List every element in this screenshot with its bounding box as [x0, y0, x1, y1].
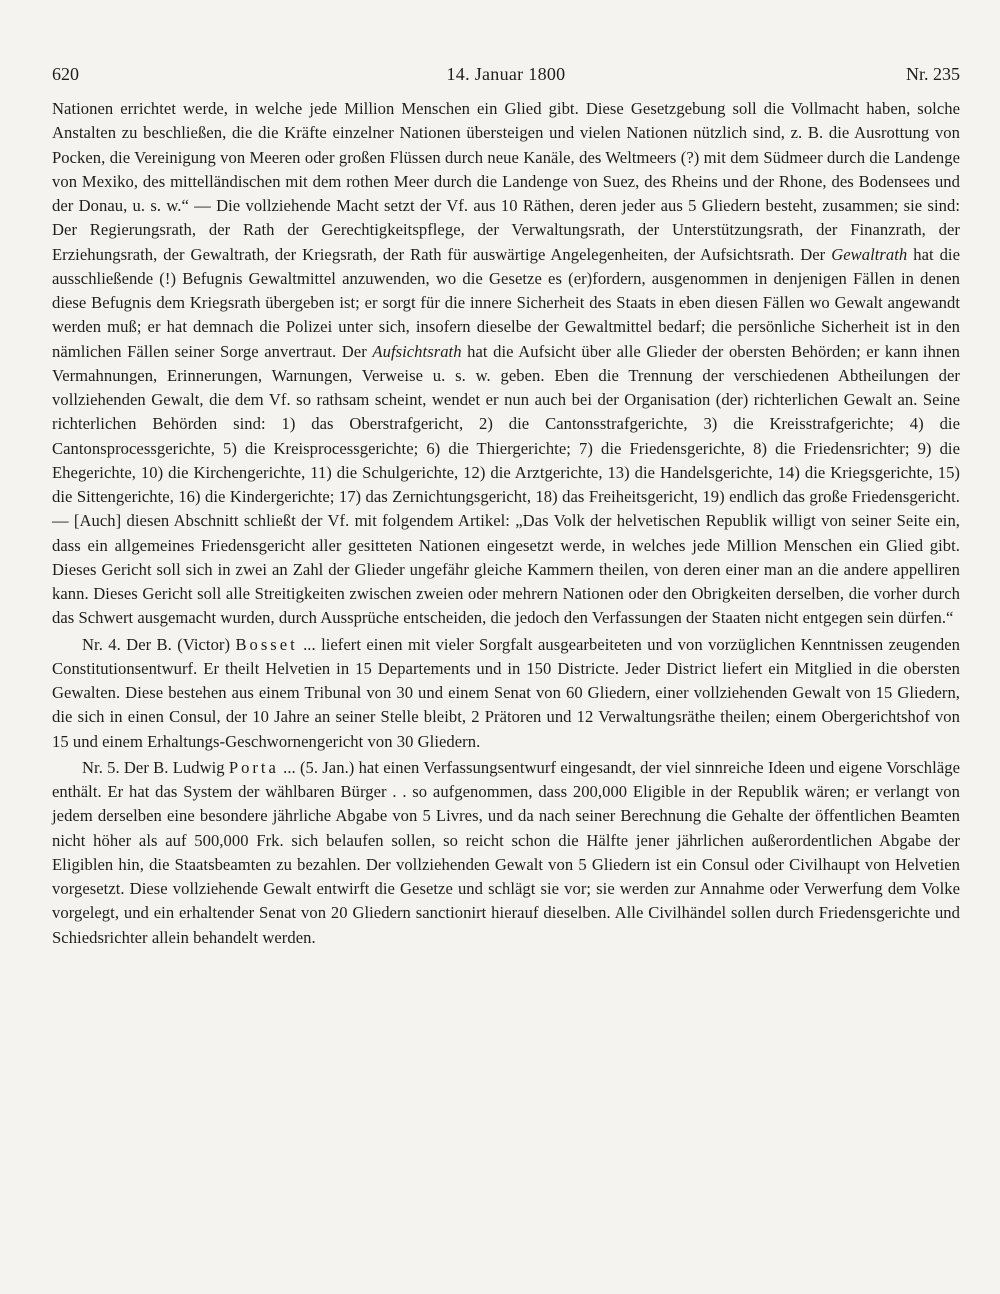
text-run: Nr. 5. Der B. Ludwig: [82, 757, 225, 777]
text-run: Nationen errichtet werde, in welche jede Million Menschen ein Glied gibt. Diese Gesetzgebung soll die Vollmacht haben, solche Anstalten zu beschließen, die die Kräfte einzelner Nationen übersteigen und vielen Nationen nützlich sind, z. B. die Ausrottung von Pocken, die Vereinigung von Meeren oder großen Flüssen durch neue Kanäle, des Weltmeers (?) mit dem Südmeer durch die Landenge von Mexiko, des mittelländischen mit dem rothen Meer durch die Landenge von Suez, des Rheins und der Rhone, des Bodensees und der Donau, u. s. w.“ — Die vollziehende Macht setzt der Vf. aus 10 Räthen, deren jeder aus 5 Gliedern besteht, zusammen; sie sind: Der Regierungsrath, der Rath der Gerechtigkeitspflege, der Verwaltungsrath, der Unterstützungsrath, der Finanzrath, der Erziehungsrath, der Gewaltrath, der Kriegsrath, der Rath für auswärtige Angelegenheiten, der Aufsichtsrath. Der: [52, 99, 960, 264]
text-run: ... liefert einen mit vieler Sorgfalt ausgearbeiteten und von vorzüglichen Kenntnissen zeugenden Constitutionsentwurf. Er theilt Helvetien in 15 Departements und in 150 Districte. Jeder District liefert ein Mitglied in die obersten Gewalten. Diese bestehen aus einem Tribunal von 30 und einem Senat von 60 Gliedern, einer vollziehenden Gewalt von 15 Gliedern, die sich in einen Consul, der 10 Jahre an seiner Stelle bleibt, 2 Prätoren und 12 Verwaltungsräthe theilen; einem Obergerichtshof von 15 und einem Erhaltungs-Geschwornengericht von 30 Gliedern.: [52, 634, 961, 751]
document-page: [52, 64, 960, 950]
italic-term-aufsichtsrath: Aufsichtsrath: [372, 341, 462, 361]
text-run: ... (5. Jan.) hat einen Verfassungsentwurf eingesandt, der viel sinnreiche Ideen und eigene Vorschläge enthält. Er hat das System der wählbaren Bürger . . so aufgenommen, dass 200,000 Eligible in der Republik wären; er verlangt von jedem derselben eine besondere jährliche Abgabe von 5 Livres, und da nach seiner Berechnung die Gehalte der öffentlichen Beamten nicht höher als auf 500,000 Frk. sich belaufen sollen, so reicht schon die Hälfte jener jährlichen außerordentlichen Abgabe der Eligiblen hin, die Staatsbeamten zu bezahlen. Der vollziehenden Gewalt von 5 Gliedern ist ein Consul oder Civilhaupt von Helvetien vorgesetzt. Diese vollziehende Gewalt entwirft die Gesetze und schlägt sie vor; sie werden zur Annahme oder Verwerfung dem Volke vorgelegt, und ein erhaltender Senat von 20 Gliedern sanctionirt hierauf dieselben. Alle Civilhändel sollen durch Friedensgerichte und Schiedsrichter allein behandelt werden.: [52, 757, 960, 947]
header-date: 14. Januar 1800: [446, 64, 566, 84]
text-run: Nr. 4. Der B. (Victor): [82, 634, 231, 654]
italic-term-gewaltrath: Gewaltrath: [831, 244, 908, 264]
paragraph-nr-5-porta: [52, 756, 960, 950]
author-name-bosset: Bosset: [235, 634, 298, 654]
text-run: hat die Aufsicht über alle Glieder der obersten Behörden; er kann ihnen Vermahnungen, Erinnerungen, Warnungen, Verweise u. s. w. geben. Eben die Trennung der verschiedenen Abtheilungen der vollziehenden Gewalt, die dem Vf. so rathsam scheint, wendet er nun auch bei der Organisation (der) richterlichen Gewalt an. Seine richterlichen Behörden sind: 1) das Oberstrafgericht, 2) die Cantonsstrafgerichte, 3) die Kreisstrafgerichte; 4) die Cantonsprocessgerichte, 5) die Kreisprocessgerichte; 6) die Thiergerichte; 7) die Friedensgerichte, 8) die Friedensrichter; 9) die Ehegerichte, 10) die Kirchengerichte, 11) die Schulgerichte, 12) die Arztgerichte, 13) die Handelsgerichte, 14) die Kriegsgerichte, 15) die Sittengerichte, 16) die Kindergerichte; 17) das Zernichtungsgericht, 18) das Freiheitsgericht, 19) endlich das große Friedensgericht. — [Auch] diesen Abschnitt schließt der Vf. mit folgendem Artikel: „Das Volk der helvetischen Republik willigt von seiner Seite ein, dass ein allgemeines Friedensgericht aller gesitteten Nationen eingesetzt werde, in welches jede Million Menschen ein Glied gibt. Dieses Gericht soll sich in zwei an Zahl der Glieder ungefähr gleiche Kammern theilen, von deren einer man an die andere appelliren kann. Dieses Gericht soll alle Streitigkeiten zwischen zweien oder mehrern Nationen oder den Obrigkeiten derselben, die vorher durch das Schwert ausgemacht wurden, durch Aussprüche entscheiden, die jedoch den Verfassungen der Staaten nicht entgegen sein dürfen.“: [52, 341, 961, 628]
author-name-porta: Porta: [228, 757, 279, 777]
paragraph-nr-4-bosset: [52, 633, 960, 754]
document-number: Nr. 235: [906, 64, 960, 84]
page-header: [52, 64, 960, 85]
paragraph-constitution-draft-continued: [52, 97, 960, 631]
body-text: [52, 97, 960, 950]
text-run: hat die ausschließende (!) Befugnis Gewaltmittel anzuwenden, wo die Gesetze es (er)fordern, ausgenommen in denjenigen Fällen in denen diese Befugnis dem Kriegsrath übergeben ist; er sorgt für die innere Sicherheit des Staats in eben diesen Fällen wo Gewalt angewandt werden muß; er hat demnach die Polizei unter sich, insofern dieselbe der Gewaltmittel bedarf; die persönliche Sicherheit ist in den nämlichen Fällen seiner Sorge anvertraut. Der: [52, 244, 961, 361]
page-number: 620: [52, 64, 79, 84]
